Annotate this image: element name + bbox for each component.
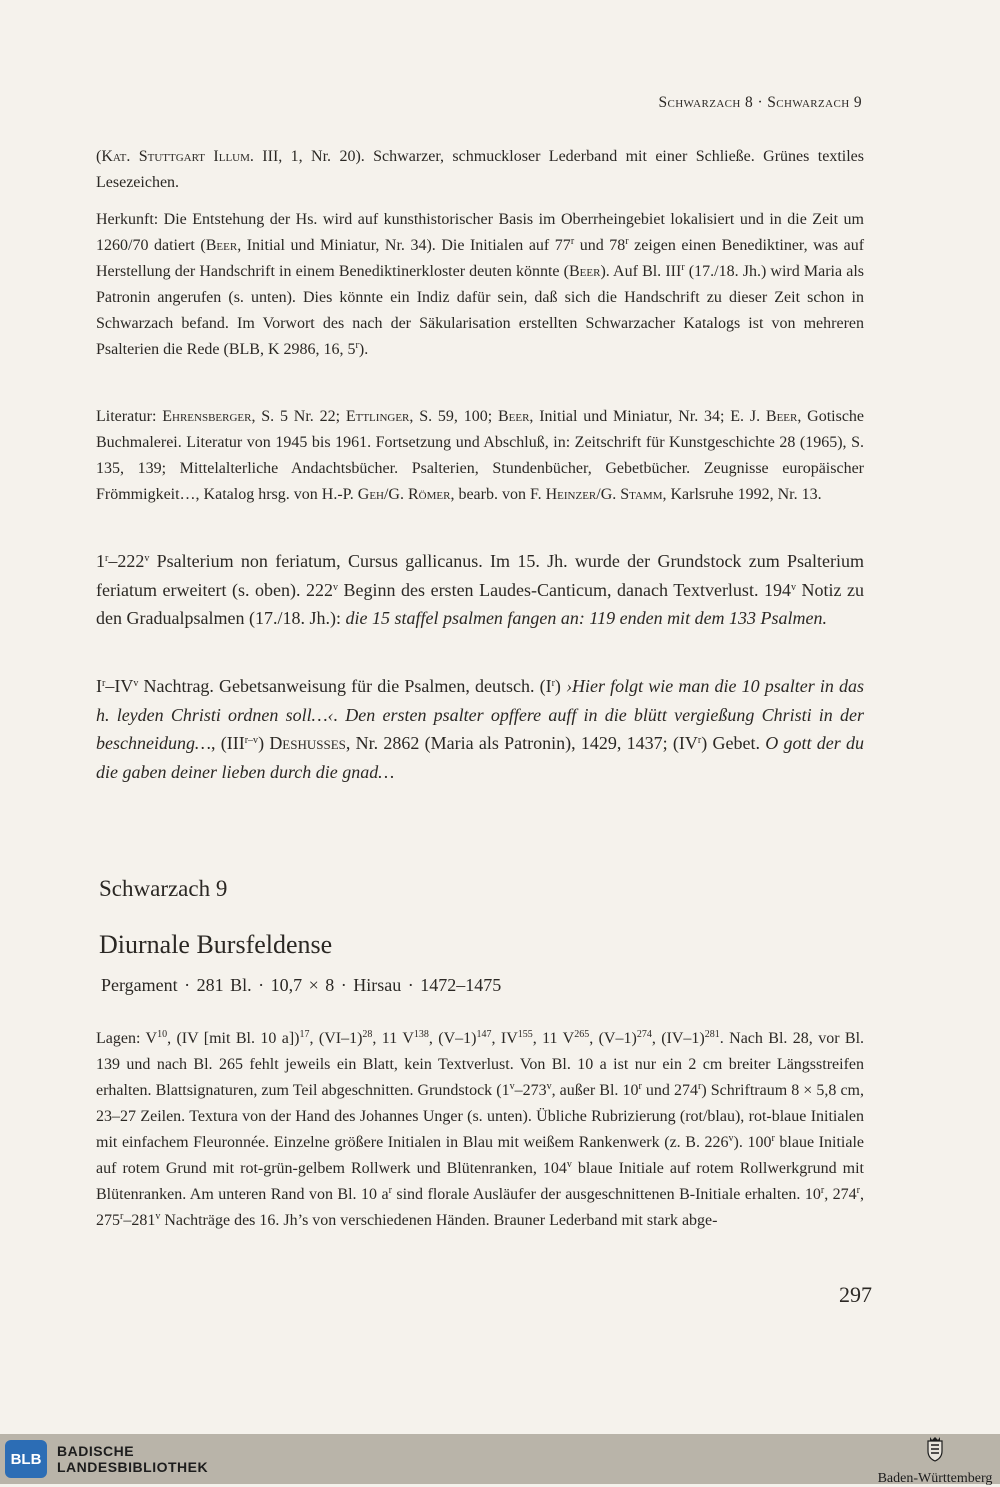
text-segment: /G. xyxy=(596,486,621,503)
text-segment: sind florale Ausläufer der ausgeschnittenen B-Initiale erhalten. 10 xyxy=(391,1186,821,1203)
text-segment: blaue Initiale auf rotem Grund mit rot-grün-gelbem Rollwerk und Blütenranken, 104 xyxy=(96,1134,864,1177)
text-segment: /G. xyxy=(383,486,408,503)
text-segment: , S. 59, 100; xyxy=(409,408,498,425)
recto-mark: r xyxy=(388,1185,392,1196)
recto-mark: r xyxy=(856,1185,860,1196)
text-segment: , 274 xyxy=(824,1186,857,1203)
recto-mark: r xyxy=(820,1185,825,1196)
verso-mark: v xyxy=(566,1159,572,1170)
quire-number: 155 xyxy=(517,1029,533,1040)
recto-mark: r xyxy=(681,262,685,273)
quire-number: 281 xyxy=(704,1029,720,1040)
text-segment: Herkunft: Die Entstehung der Hs. wird auf kunsthistorischer Basis im Oberrheingebiet lokalisiert und in die Zeit um 1260/70 datiert ( xyxy=(96,211,864,254)
author-name: Beer xyxy=(205,237,238,254)
verso-mark: v xyxy=(546,1081,552,1092)
quire-number: 265 xyxy=(574,1029,590,1040)
text-segment: ). 100 xyxy=(733,1134,772,1151)
quire-number: 28 xyxy=(362,1029,373,1040)
herkunft-paragraph xyxy=(96,207,864,363)
entry-metadata: Pergament · 281 Bl. · 10,7 × 8 · Hirsau · 1472–1475 xyxy=(101,975,502,995)
text-segment: ) xyxy=(258,733,270,753)
text-segment: III, 1, Nr. 20). Schwarzer, schmuckloser Lederband mit einer Schließe. Grünes textiles Lesezeichen. xyxy=(96,148,864,191)
verso-mark: v xyxy=(155,1211,161,1222)
author-name: Stamm xyxy=(620,486,663,503)
text-segment: , 11 V xyxy=(372,1030,414,1047)
text-segment: (17./18. Jh.) wird Maria als Patronin angerufen (s. unten). Dies könnte ein Indiz dafür sein, daß sich die Handschrift zu dieser Zeit schon in Schwarzach befand. Im Vorwort des nach der Säkularisation erstellten Schwarzacher Katalogs ist von mehreren Psalterien die Rede (BLB, K 2986, 16, 5 xyxy=(96,263,864,358)
coat-of-arms-icon xyxy=(926,1436,944,1462)
text-segment: Literatur: xyxy=(96,408,163,425)
verso-mark: v xyxy=(509,1081,515,1092)
library-name-line2: LANDESBIBLIOTHEK xyxy=(57,1459,209,1475)
text-segment: zeigen einen Benediktiner, was auf Herstellung der Handschrift in einem Benediktinerkloster deuten könnte ( xyxy=(96,237,865,280)
quire-number: 274 xyxy=(636,1029,652,1040)
author-name: Heinzer xyxy=(545,486,597,503)
nachtrag-paragraph xyxy=(96,672,864,786)
library-name[interactable] xyxy=(57,1443,208,1475)
verso-mark: v xyxy=(333,581,339,593)
library-name-line1: BADISCHE xyxy=(57,1443,135,1459)
text-segment: und 78 xyxy=(574,237,626,254)
author-name: Ettlinger xyxy=(345,408,410,425)
recto-mark: r xyxy=(771,1133,775,1144)
text-segment: , Gotische Buchmalerei. Literatur von 1945 bis 1961. Fortsetzung und Abschluß, in: Zeitschrift für Kunstgeschichte 28 (1965), S. 135, 139; Mittelalterliche Andachtsbücher. Psalterien, Stundenbücher, Gebetbücher. Zeugnisse europäischer Frömmigkeit…, Katalog hrsg. von H.-P. xyxy=(96,408,865,503)
text-segment: ) Schriftraum 8 × 5,8 cm, 23–27 Zeilen. Textura von der Hand des Johannes Unger (s. unten). Übliche Rubrizierung (rot/blau), rot-blaue Initialen mit einfachem Fleuronnée. Einzelne größere Initialen in Blau mit weißem Rankenwerk (z. B. 226 xyxy=(96,1082,865,1151)
text-segment: . Nach Bl. 28, vor Bl. 139 und nach Bl. 265 fehlt jeweils ein Blatt, kein Textverlust. Von Bl. 10 a ist nur ein 2 cm breiter Längsstreifen erhalten. Blattsignaturen, zum Teil abgeschnitten. Grundstock (1 xyxy=(96,1030,865,1099)
text-segment: ) Gebet. xyxy=(701,733,766,753)
text-segment: und 274 xyxy=(641,1082,698,1099)
recto-verso-mark: r–v xyxy=(244,735,259,746)
author-name: Römer xyxy=(407,486,451,503)
quire-number: 147 xyxy=(476,1029,492,1040)
quire-number: 138 xyxy=(413,1029,429,1040)
text-segment: –281 xyxy=(123,1212,156,1229)
text-segment: Psalterium non feriatum, Cursus gallicanus. Im 15. Jh. wurde der Grundstock zum Psalterium feriatum erweitert (s. oben). 222 xyxy=(96,551,864,600)
text-segment: 1 xyxy=(96,551,105,571)
text-segment: , 275 xyxy=(96,1186,864,1229)
blb-logo[interactable]: BLB xyxy=(5,1440,47,1478)
entry-shelfmark: Schwarzach 9 xyxy=(99,876,228,901)
binding-continuation: (Kat. Stuttgart Illum. III, 1, Nr. 20). Schwarzer, schmuckloser Lederband mit einer Schließe. Grünes textiles Lesezeichen. xyxy=(96,148,864,191)
author-name: Deshusses xyxy=(269,733,346,753)
quire-number: 10 xyxy=(157,1029,168,1040)
quotation: ›Hier folgt wie man die 10 psalter in das h. leyden Christi ordnen soll…‹. Den ersten psalter opffere auff in die blütt vergießung Christi in der beschneidung… xyxy=(96,676,864,753)
state-logo[interactable] xyxy=(872,1436,998,1487)
text-segment: , IV xyxy=(491,1030,518,1047)
psalterium-paragraph xyxy=(96,547,864,633)
text-segment: , (V–1) xyxy=(589,1030,637,1047)
text-segment: , (IV–1) xyxy=(651,1030,705,1047)
recto-mark: r xyxy=(102,678,106,689)
text-segment: Nachträge des 16. Jh’s von verschiedenen Händen. Brauner Lederband mit stark abge- xyxy=(160,1212,718,1229)
lagen-paragraph xyxy=(96,1026,864,1234)
quotation: O gott der du die gaben deiner lieben durch die gnad… xyxy=(96,733,864,782)
text-segment: Lagen: V xyxy=(96,1030,158,1047)
quire-number: 17 xyxy=(299,1029,310,1040)
page-number: 297 xyxy=(839,1282,872,1307)
text-segment: –222 xyxy=(108,551,145,571)
recto-mark: r xyxy=(120,1211,124,1222)
entry-title: Diurnale Bursfeldense xyxy=(99,930,333,959)
text-segment: –273 xyxy=(514,1082,547,1099)
text-segment: , (IV [mit Bl. 10 a]) xyxy=(167,1030,300,1047)
recto-mark: r xyxy=(638,1081,642,1092)
recto-mark: r xyxy=(355,340,359,351)
library-footer xyxy=(0,1434,1000,1484)
text-segment: –IV xyxy=(105,676,134,696)
author-name: Ehrensberger xyxy=(162,408,252,425)
text-segment: , (VI–1) xyxy=(309,1030,363,1047)
author-name: Beer xyxy=(497,408,530,425)
author-name: Geh xyxy=(357,486,384,503)
text-segment: ). xyxy=(358,341,369,358)
verso-mark: v xyxy=(133,678,139,689)
text-segment: , (III xyxy=(210,733,245,753)
recto-mark: r xyxy=(625,236,629,247)
quotation: die 15 staffel psalmen fangen an: 119 enden mit dem 133 Psalmen. xyxy=(345,608,828,628)
recto-mark: r xyxy=(570,236,575,247)
text-segment: , Nr. 2862 (Maria als Patronin), 1429, 1437; (IV xyxy=(345,733,698,753)
author-name: Beer xyxy=(569,263,601,280)
text-segment: , (V–1) xyxy=(428,1030,477,1047)
text-segment: , bearb. von F. xyxy=(450,486,546,503)
literatur-paragraph xyxy=(96,404,864,508)
text-segment: , außer Bl. 10 xyxy=(551,1082,639,1099)
text-segment: , Karlsruhe 1992, Nr. 13. xyxy=(662,486,822,503)
text-segment: , Initial und Miniatur, Nr. 34). Die Initialen auf 77 xyxy=(237,237,571,254)
recto-mark: r xyxy=(697,1081,702,1092)
verso-mark: v xyxy=(790,581,796,593)
text-segment: , 11 V xyxy=(532,1030,575,1047)
author-name: Beer xyxy=(765,408,798,425)
text-segment: blaue Initiale auf rotem Rollwerkgrund mit Blütenranken. Am unteren Rand von Bl. 10 a xyxy=(96,1160,865,1203)
recto-mark: r xyxy=(105,553,109,564)
text-segment: ) xyxy=(554,676,567,696)
state-name: Baden-Württemberg xyxy=(877,1471,993,1486)
text-segment: Nachtrag. Gebetsanweisung für die Psalmen, deutsch. (I xyxy=(138,676,552,696)
text-segment: I xyxy=(96,676,102,696)
verso-mark: v xyxy=(144,553,150,564)
verso-mark: v xyxy=(728,1133,734,1144)
text-segment: , S. 5 Nr. 22; xyxy=(251,408,346,425)
citation-kat: Kat. Stuttgart Illum. xyxy=(101,148,254,165)
text-segment: , Initial und Miniatur, Nr. 34; E. J. xyxy=(529,408,766,425)
text-segment: Notiz zu den Gradualpsalmen (17./18. Jh.): xyxy=(96,579,864,628)
recto-mark: r xyxy=(551,678,555,689)
text-segment: Beginn des ersten Laudes-Canticum, danach Textverlust. 194 xyxy=(338,579,791,600)
recto-mark: r xyxy=(697,735,702,746)
text-segment: ). Auf Bl. III xyxy=(600,263,682,280)
running-head: Schwarzach 8 · Schwarzach 9 xyxy=(658,94,862,111)
